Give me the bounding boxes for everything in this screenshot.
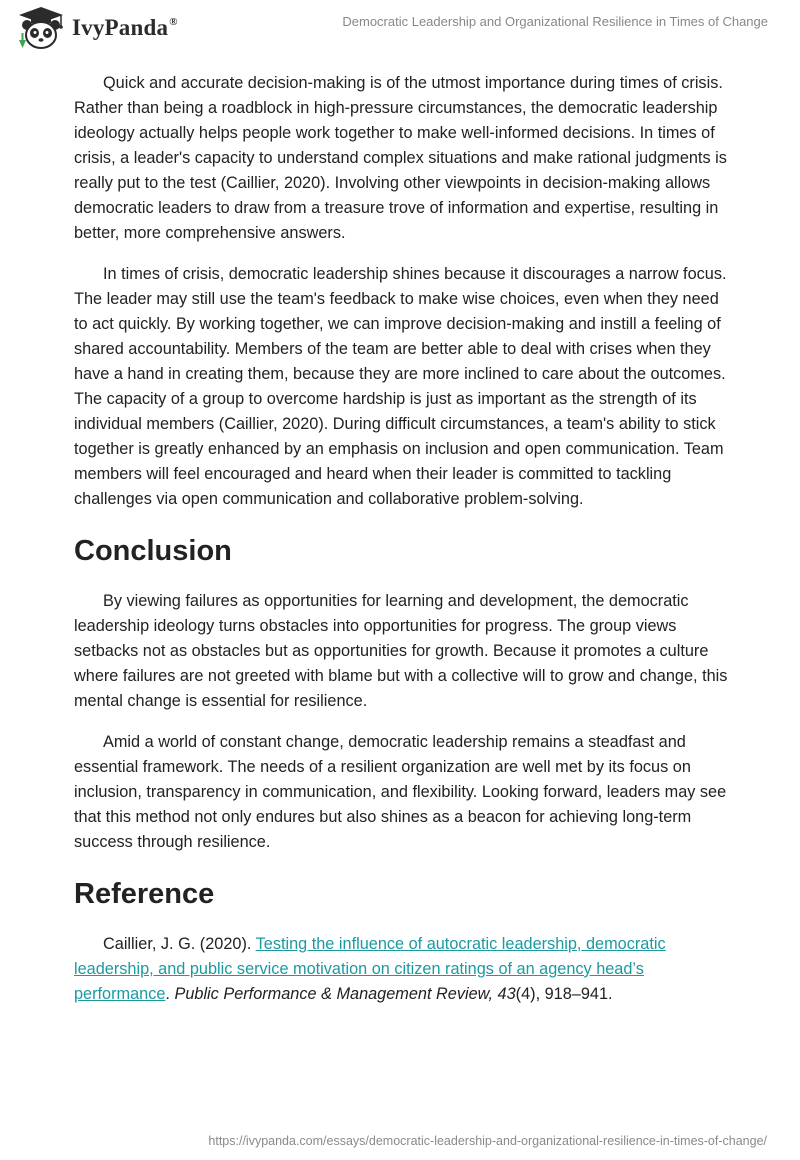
conclusion-paragraph: By viewing failures as opportunities for learning and development, the democratic leadership ideology turns obstacles into opportunities for progress. The group views setbacks not as obstacles but as opportunities for growth. Because it promotes a culture where failures are not greeted with blame but with a collective will to grow and change, this mental change is essential for resilience. xyxy=(74,592,728,710)
page-header xyxy=(0,0,800,60)
conclusion-paragraph: Amid a world of constant change, democratic leadership remains a steadfast and essential framework. The needs of a resilient organization are well met by its focus on inclusion, transparency in communication, and flexibility. Looking forward, leaders may see that this method not only endures but also shines as a beacon for achieving long-term success through resilience. xyxy=(74,733,727,851)
logo-wordmark xyxy=(72,15,178,41)
essay-content xyxy=(74,71,728,1023)
logo-text: IvyPanda xyxy=(72,15,169,40)
running-title: Democratic Leadership and Organizational Resilience in Times of Change xyxy=(342,14,768,29)
conclusion-heading: Conclusion xyxy=(74,535,232,567)
ivypanda-logo[interactable] xyxy=(14,6,178,50)
reference-authors: Caillier, J. G. (2020). xyxy=(103,935,256,953)
body-paragraph: Quick and accurate decision-making is of the utmost importance during times of crisis. Rather than being a roadblock in high-pressure circumstances, the democratic leadership ideology actually helps people work together to make well-informed decisions. In times of crisis, a leader's capacity to understand complex situations and make rational judgments is really put to the test (Caillier, 2020). Involving other viewpoints in decision-making allows democratic leaders to draw from a treasure trove of information and expertise, resulting in better, more comprehensive answers. xyxy=(74,74,727,242)
registered-mark: ® xyxy=(169,16,178,28)
panda-mascot-icon xyxy=(14,6,68,50)
body-paragraph: In times of crisis, democratic leadership shines because it discourages a narrow focus. The leader may still use the team's feedback to make wise choices, even when they need to act quickly. By working together, we can improve decision-making and instill a feeling of shared accountability. Members of the team are better able to deal with crises when they have a hand in creating them, because they are more inclined to care about the outcomes. The capacity of a group to overcome hardship is just as important as the strength of its individual members (Caillier, 2020). During difficult circumstances, a team's ability to stick together is greatly enhanced by an emphasis on inclusion and open communication. Team members will feel encouraged and heard when their leader is committed to tackling challenges via open communication and collaborative problem-solving. xyxy=(74,265,727,508)
reference-volume: 43 xyxy=(497,985,516,1003)
reference-issue-pages: (4), 918–941. xyxy=(515,985,613,1003)
reference-title-link[interactable]: Testing the influence of autocratic leadership, democratic leadership, and public service motivation on citizen ratings of an agency head’s performance xyxy=(74,935,666,1003)
reference-journal: Public Performance & Management Review, xyxy=(174,985,498,1003)
reference-entry xyxy=(74,932,728,1007)
footer-url[interactable]: https://ivypanda.com/essays/democratic-leadership-and-organizational-resilience-in-times-of-change/ xyxy=(208,1134,767,1148)
reference-heading: Reference xyxy=(74,878,215,910)
reference-separator: . xyxy=(165,985,175,1003)
